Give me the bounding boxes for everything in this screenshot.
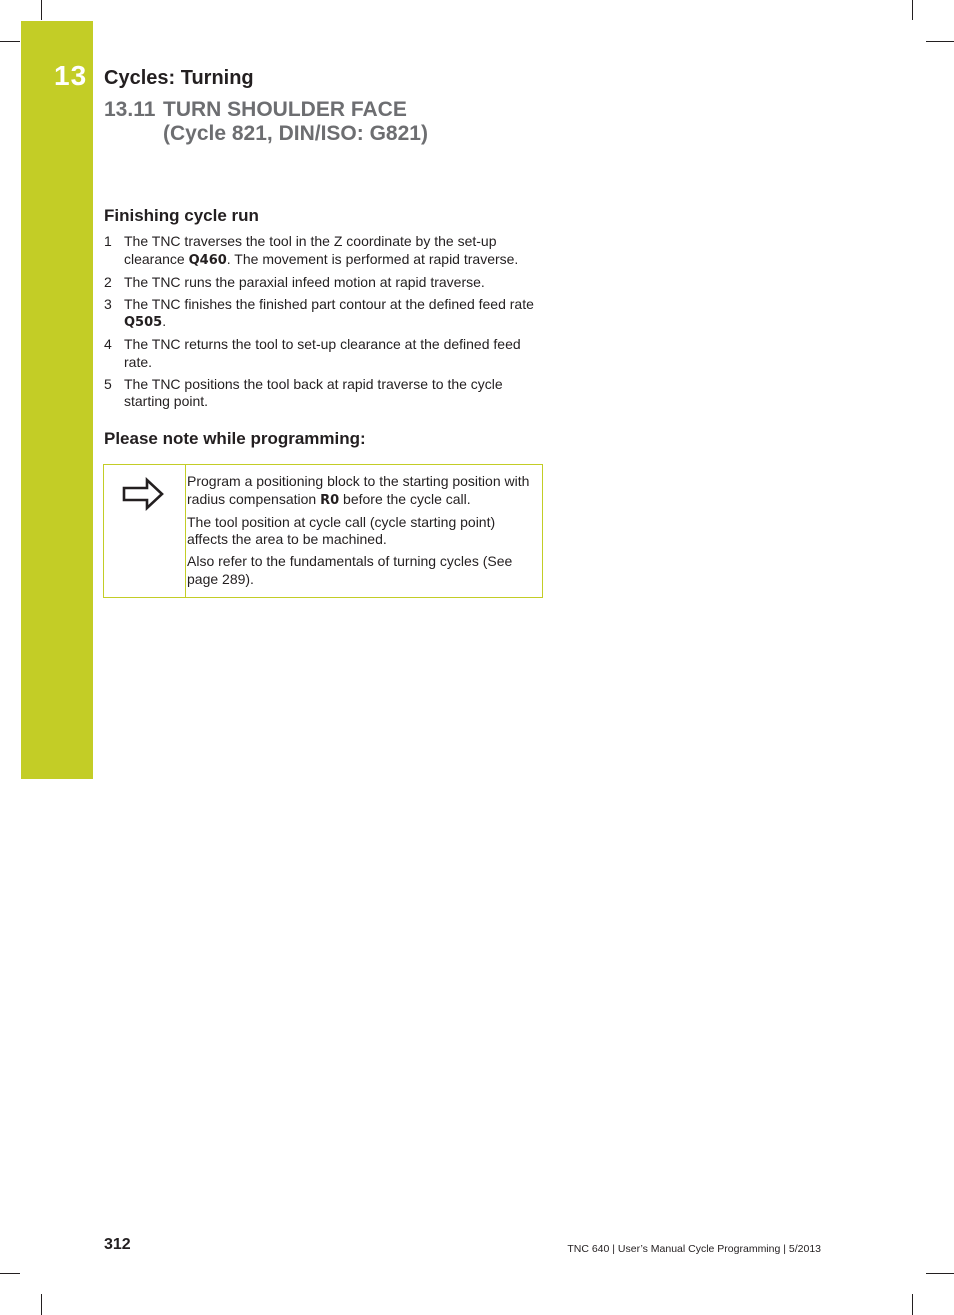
step-text: The TNC positions the tool back at rapid traverse to the cycle starting point. bbox=[124, 375, 503, 409]
note-text: before the cycle call. bbox=[339, 490, 471, 507]
crop-mark bbox=[926, 1273, 954, 1274]
step-text: The TNC runs the paraxial infeed motion at rapid traverse. bbox=[124, 273, 485, 290]
step-text: . bbox=[162, 313, 167, 329]
step-text: . The movement is performed at rapid traverse. bbox=[226, 250, 519, 267]
step-text: The TNC returns the tool to set-up clearance at the defined feed rate. bbox=[124, 336, 521, 370]
section-number: 13.11 bbox=[104, 98, 156, 121]
list-item bbox=[104, 336, 544, 371]
step-text: The TNC finishes the finished part contour at the defined feed rate bbox=[124, 295, 534, 312]
crop-mark bbox=[41, 0, 42, 20]
finishing-steps-list bbox=[104, 233, 544, 415]
footer-text: TNC 640 | User’s Manual Cycle Programming | 5/2013 bbox=[567, 1243, 821, 1255]
finishing-heading: Finishing cycle run bbox=[104, 206, 259, 225]
crop-mark bbox=[41, 1294, 42, 1315]
crop-mark bbox=[0, 41, 20, 42]
programming-heading: Please note while programming: bbox=[104, 429, 366, 448]
crop-mark bbox=[912, 1294, 913, 1315]
parameter-code: R0 bbox=[320, 492, 340, 508]
step-number: 4 bbox=[104, 336, 112, 352]
arrow-right-icon bbox=[121, 477, 165, 511]
note-paragraph: The tool position at cycle call (cycle starting point) affects the area to be machined. bbox=[187, 513, 496, 547]
list-item bbox=[104, 376, 544, 411]
step-number: 1 bbox=[104, 233, 112, 249]
step-number: 5 bbox=[104, 375, 112, 392]
note-text: Program a positioning block to the starting position with radius compensation bbox=[187, 473, 530, 507]
step-number: 2 bbox=[104, 273, 112, 290]
step-text: The TNC traverses the tool in the Z coordinate by the set-up clearance bbox=[124, 233, 497, 267]
step-number: 3 bbox=[104, 295, 112, 312]
list-item bbox=[104, 233, 544, 269]
page-number: 312 bbox=[104, 1236, 131, 1253]
note-box bbox=[103, 464, 543, 598]
crop-mark bbox=[0, 1273, 20, 1274]
chapter-number: 13 bbox=[54, 60, 88, 91]
parameter-code: Q460 bbox=[188, 252, 227, 268]
note-paragraph bbox=[187, 473, 535, 509]
list-item bbox=[104, 296, 544, 332]
chapter-sidebar bbox=[21, 21, 93, 779]
parameter-code: Q505 bbox=[124, 315, 163, 330]
section-title bbox=[104, 98, 428, 146]
crop-mark bbox=[912, 0, 913, 20]
list-item bbox=[104, 274, 544, 292]
note-paragraph: Also refer to the fundamentals of turning cycles (See page 289). bbox=[187, 553, 513, 587]
section-title-line1: TURN SHOULDER FACE bbox=[163, 98, 407, 121]
chapter-title: Cycles: Turning bbox=[104, 67, 254, 89]
section-title-line2: (Cycle 821, DIN/ISO: G821) bbox=[163, 122, 428, 145]
note-divider bbox=[185, 465, 186, 597]
note-body bbox=[187, 473, 535, 593]
crop-mark bbox=[926, 41, 954, 42]
